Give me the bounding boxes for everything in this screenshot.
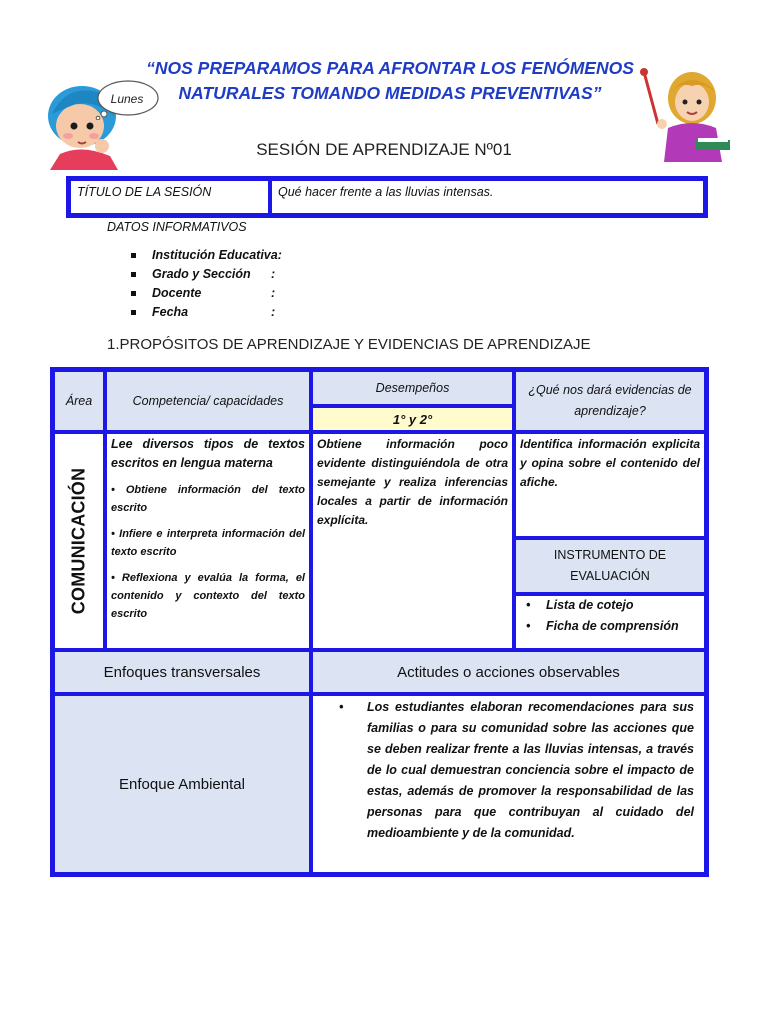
instrumento-item: • Ficha de comprensión <box>520 619 700 640</box>
header-area: Área <box>55 372 103 430</box>
capacidad-item: • Reflexiona y evalúa la forma, el contenido y contexto del texto escrito <box>111 572 305 620</box>
header-competencia: Competencia/ capacidades <box>107 372 309 430</box>
enfoque-ambiental: Enfoque Ambiental <box>55 696 309 872</box>
grade-label: 1° y 2° <box>313 408 512 430</box>
evidencia-cell <box>516 434 704 536</box>
heading-line-2: NATURALES TOMANDO MEDIDAS PREVENTIVAS” <box>178 83 602 103</box>
area-label: COMUNICACIÓN <box>68 467 89 615</box>
instrumento-header: INSTRUMENTO DE EVALUACIÓN <box>516 540 704 592</box>
capacidad-item: • Obtiene información del texto escrito <box>111 484 305 514</box>
document-heading <box>120 56 660 106</box>
heading-line-1: “NOS PREPARAMOS PARA AFRONTAR LOS FENÓMENOS <box>146 58 634 78</box>
datos-informativos-heading: DATOS INFORMATIVOS <box>107 220 247 234</box>
desempeno-text: Obtiene información poco evidente distinguiéndola de otra semejante y realiza inferencias locales a partir de información explícita. <box>317 437 508 527</box>
session-title-box <box>66 176 708 218</box>
enfoques-header: Enfoques transversales <box>55 652 309 692</box>
datos-item-grado: Grado y Sección : <box>131 267 312 286</box>
propositos-table <box>50 367 709 877</box>
instrumentos-cell <box>516 596 704 648</box>
session-title-value: Qué hacer frente a las lluvias intensas. <box>272 181 703 213</box>
competencia-cell <box>107 434 309 648</box>
session-title: SESIÓN DE APRENDIZAJE Nº01 <box>256 140 512 159</box>
datos-item-institucion: Institución Educativa: <box>131 248 312 267</box>
area-cell <box>55 434 103 648</box>
datos-list <box>131 248 312 324</box>
datos-item-fecha: Fecha : <box>131 305 312 324</box>
evidencia-text: Identifica información explicita y opina sobre el contenido del afiche. <box>520 437 700 489</box>
instrumento-item: • Lista de cotejo <box>520 598 700 619</box>
actitud-cell <box>313 696 704 872</box>
capacidad-item: • Infiere e interpreta información del texto escrito <box>111 528 305 558</box>
header-desempenos: Desempeños <box>313 372 512 404</box>
desempeno-cell <box>313 434 512 648</box>
header-evidencias: ¿Qué nos dará evidencias de aprendizaje? <box>516 372 704 430</box>
datos-item-docente: Docente : <box>131 286 312 305</box>
actitud-text: • Los estudiantes elaboran recomendaciones para sus familias o para su comunidad sobre las acciones que se deben realizar frente a las lluvias intensas, a través de lo cual demuestran conciencia sobre el impacto de estas, además de promover la responsabilidad de las personas para que contribuyan al cuidado del medioambiente y de la comunidad. <box>337 697 694 844</box>
section-1-title: 1.PROPÓSITOS DE APRENDIZAJE Y EVIDENCIAS DE APRENDIZAJE <box>107 336 591 353</box>
competencia-title: Lee diversos tipos de textos escritos en lengua materna <box>111 437 305 470</box>
session-title-label: TÍTULO DE LA SESIÓN <box>71 181 268 213</box>
actitudes-header: Actitudes o acciones observables <box>313 652 704 692</box>
instrumentos-list <box>520 598 700 640</box>
day-bubble-text: Lunes <box>110 92 144 106</box>
